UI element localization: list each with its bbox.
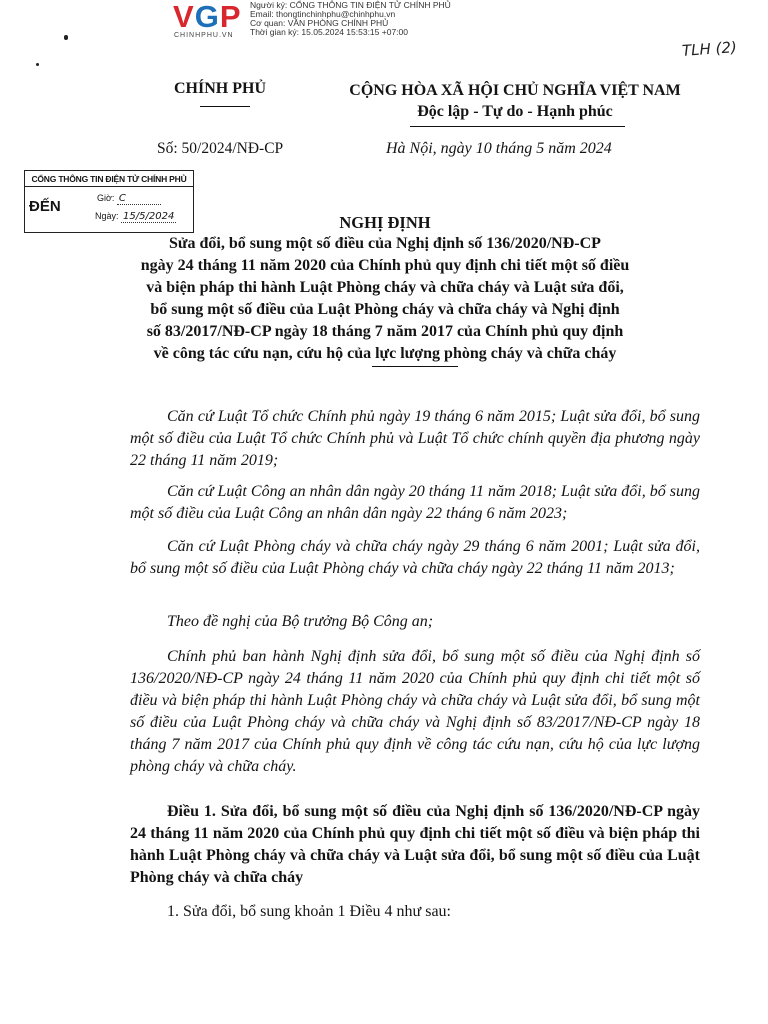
- legal-basis-3: Căn cứ Luật Phòng cháy và chữa cháy ngày 29 tháng 6 năm 2001; Luật sửa đổi, bổ sung một số điều của Luật Phòng cháy và chữa cháy ngày 22 tháng 11 năm 2013;: [130, 538, 700, 577]
- digital-signature-info: [250, 1, 451, 37]
- article-1-title: Điều 1. Sửa đổi, bổ sung một số điều của Nghị định số 136/2020/NĐ-CP ngày 24 tháng 11 năm 2020 của Chính phủ quy định chi tiết một số điều và biện pháp thi hành Luật Phòng cháy và chữa cháy và Luật sửa đổi, bổ sung một số điều của Luật Phòng cháy và chữa cháy: [130, 803, 700, 886]
- subject-line: số 83/2017/NĐ-CP ngày 18 tháng 7 năm 2017 của Chính phủ quy định: [146, 323, 624, 340]
- handwritten-note: TLH (2): [681, 38, 738, 60]
- stamp-time: [97, 193, 161, 205]
- issue-date: Hà Nội, ngày 10 tháng 5 năm 2024: [386, 140, 612, 157]
- stamp-time-value: C: [117, 193, 161, 205]
- signer-line: Người ký: CỔNG THÔNG TIN ĐIỆN TỬ CHÍNH PHỦ: [250, 0, 451, 10]
- subject-line: Sửa đổi, bổ sung một số điều của Nghị định số 136/2020/NĐ-CP: [169, 235, 601, 252]
- vgp-logo-subtext: CHINHPHU.VN: [174, 32, 234, 39]
- stamp-den-label: ĐẾN: [29, 198, 61, 215]
- stamp-organization: CỔNG THÔNG TIN ĐIỆN TỬ CHÍNH PHỦ: [25, 171, 193, 187]
- legal-basis-2: Căn cứ Luật Công an nhân dân ngày 20 tháng 11 năm 2018; Luật sửa đổi, bổ sung một số điều của Luật Công an nhân dân ngày 22 tháng 6 năm 2023;: [130, 483, 700, 522]
- stamp-date-value: 15/5/2024: [123, 211, 175, 222]
- vgp-logo-letters: VGP: [173, 0, 242, 34]
- national-motto: Độc lập - Tự do - Hạnh phúc: [417, 103, 613, 120]
- clause-1: 1. Sửa đổi, bổ sung khoản 1 Điều 4 như sau:: [167, 903, 451, 920]
- issuer-underline: [200, 106, 250, 107]
- stamp-date-label: Ngày:: [95, 211, 119, 221]
- document-subject: [110, 233, 660, 365]
- subject-line: ngày 24 tháng 11 năm 2020 của Chính phủ quy định chi tiết một số điều: [140, 257, 630, 274]
- vgp-logo: [173, 2, 253, 42]
- proposal-basis: Theo đề nghị của Bộ trưởng Bộ Công an;: [167, 613, 434, 630]
- document-type-title: NGHỊ ĐỊNH: [339, 213, 431, 232]
- scan-speck: [64, 35, 68, 40]
- legal-basis-1: Căn cứ Luật Tổ chức Chính phủ ngày 19 tháng 6 năm 2015; Luật sửa đổi, bổ sung một số điều của Luật Tổ chức Chính phủ và Luật Tổ chức chính quyền địa phương ngày 22 tháng 11 năm 2019;: [130, 408, 700, 469]
- subject-underline: [372, 366, 458, 367]
- subject-line: bổ sung một số điều của Luật Phòng cháy và chữa cháy và Nghị định: [150, 301, 620, 318]
- national-title: CỘNG HÒA XÃ HỘI CHỦ NGHĨA VIỆT NAM: [349, 82, 681, 99]
- email-line: Email: thongtinchinhphu@chinhphu.vn: [250, 9, 396, 19]
- subject-line: về công tác cứu nạn, cứu hộ của lực lượng phòng cháy và chữa cháy: [153, 345, 617, 362]
- national-header: [330, 80, 700, 122]
- document-number: Số: 50/2024/NĐ-CP: [157, 140, 284, 157]
- scan-speck: [36, 63, 39, 66]
- enactment-statement: Chính phủ ban hành Nghị định sửa đổi, bổ sung một số điều của Nghị định số 136/2020/NĐ-CP ngày 24 tháng 11 năm 2020 của Chính phủ quy định chi tiết một số điều và biện pháp thi hành Luật Phòng cháy và chữa cháy và Luật sửa đổi, bổ sung một số điều của Luật Phòng cháy và chữa cháy và Nghị định số 83/2017/NĐ-CP ngày 18 tháng 7 năm 2017 của Chính phủ quy định về công tác cứu nạn, cứu hộ của lực lượng phòng cháy và chữa cháy.: [130, 648, 700, 775]
- agency-line: Cơ quan: VĂN PHÒNG CHÍNH PHỦ: [250, 18, 389, 28]
- subject-line: và biện pháp thi hành Luật Phòng cháy và chữa cháy và Luật sửa đổi,: [146, 279, 624, 296]
- issuer-name: CHÍNH PHỦ: [174, 80, 266, 97]
- stamp-time-label: Giờ:: [97, 193, 115, 203]
- sign-time-line: Thời gian ký: 15.05.2024 15:53:15 +07:00: [250, 27, 408, 37]
- motto-underline: [410, 126, 625, 127]
